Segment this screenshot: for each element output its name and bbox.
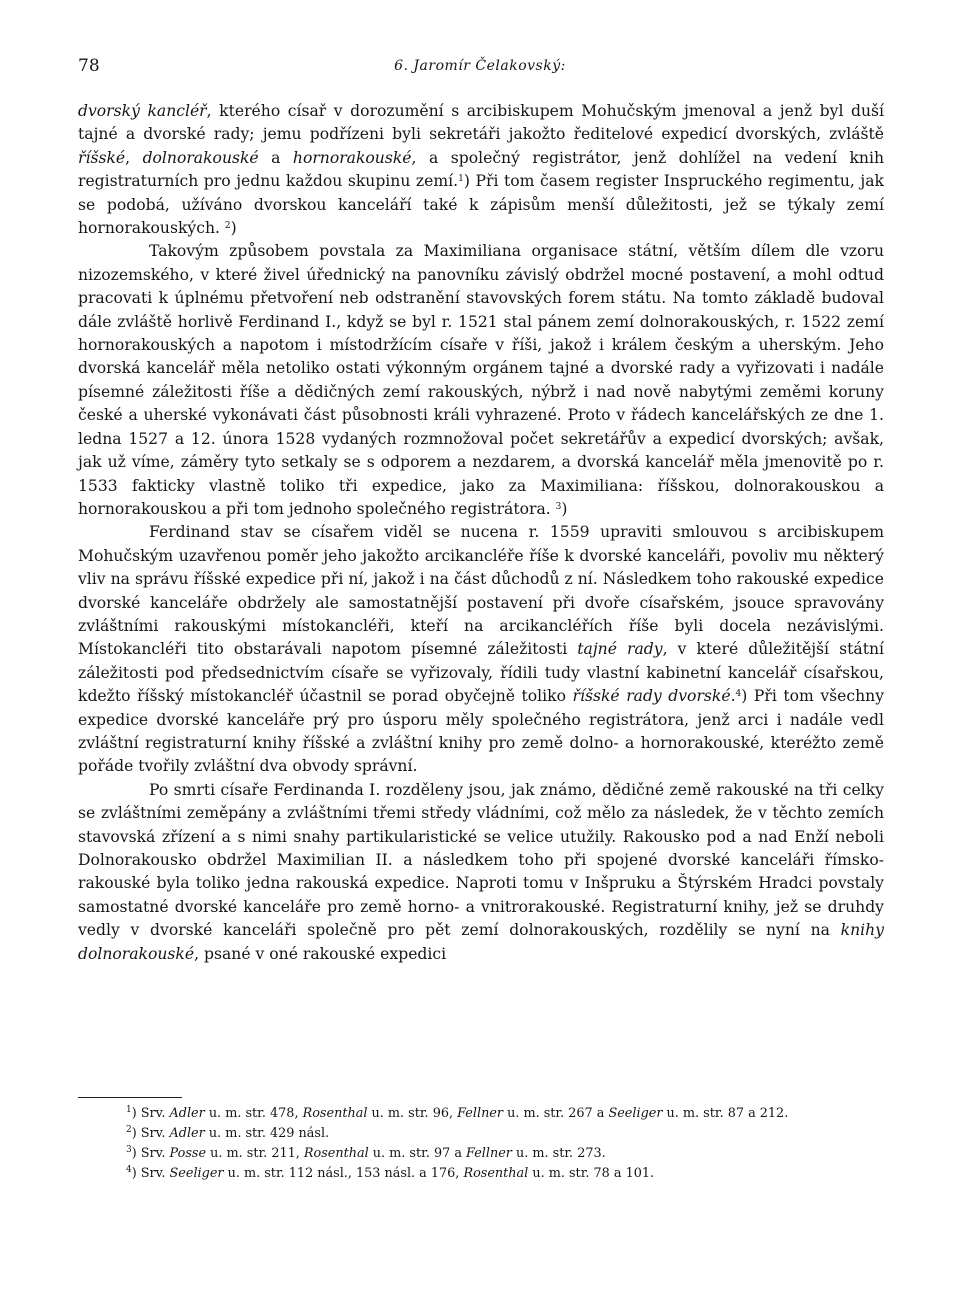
running-title: 6. Jaromír Čelakovský: [394, 58, 566, 74]
page-header [78, 56, 882, 80]
text-run: , psané v oné rakouské expedici [194, 944, 447, 963]
text-run: , kterého císař v dorozumění s arcibiskupem Mohučským jmenoval a jenž byl duší tajné a dvorské rady; jemu podřízeni byli sekretáři jakožto ředitelové expedicí dvorských, zvláště [78, 102, 884, 144]
footnote-marker: 4 [735, 689, 742, 700]
footnote [126, 1124, 886, 1144]
footnote-marker: 2 [126, 1125, 132, 1135]
page-number: 78 [78, 56, 100, 76]
italic-text: Seeliger [608, 1106, 663, 1121]
italic-text: Seeliger [169, 1166, 224, 1181]
text-run: Po smrti císaře Ferdinanda I. rozděleny jsou, jak známo, dědičné země rakouské na tři celky se zvláštními zeměpány a zvláštními třemi středy vládními, což mělo za následek, že v těchto zemích stavovská zřízení a s nimi snahy partikularistické se velice utužily. Rakousko pod a nad Enží neboli Dolnorakousko obdržel Maximilian II. a následkem toho při spojené dvorské kanceláři římsko-rakouské byla toliko jedna rakouská expedice. Naproti tomu v Inšpruku a Štýrském Hradci povstaly samostatné dvorské kanceláře pro země horno- a vnitrorakouské. Registraturní knihy, jež se druhdy vedly v dvorské kanceláři společně pro pět zemí dolnorakouských, rozdělily se nyní na [78, 780, 884, 940]
italic-text: tajné rady [577, 640, 663, 659]
text-run: u. m. str. 87 a 212. [662, 1106, 789, 1121]
footnote-marker: 4 [126, 1165, 132, 1175]
text-run: u. m. str. 273. [511, 1146, 606, 1161]
text-run: Takovým způsobem povstala za Maximiliana organisace státní, větším dílem dle vzoru nizozemského, v které živel úřednický na panovníku závislý obdržel mocné postavení, a mohl odtud pracovati k úplnému přetvoření neb odstranění stavovských forem státu. Na tomto základě budoval dále zvláště horlivě Ferdinand I., když se byl r. 1521 stal pánem zemí dolnorakouských, r. 1522 zemí hornorakouských a napotom i místodržícím císaře v říši, jakož i králem českým a uherským. Jeho dvorská kancelář měla netoliko ostati výkonným orgánem tajné a dvorské rady a vyřizovati i nadále písemné záležitosti říše a dědičných zemí rakouských, nýbrž i nad nově nabytými zeměmi koruny české a uherské vykonávati část působnosti králi vyhrazené. Proto v řádech kancelářských ze dne 1. ledna 1527 a 12. února 1528 vydaných rozmnožoval počet sekretářův a expedicí dvorských; avšak, jak už víme, záměry tyto setkaly se s odporem a nezdarem, a dvorská kancelář měla jmenovitě po r. 1533 fakticky vlastně toliko tři expedice, jako za Maximiliana: říšskou, dolnorakouskou a hornorakouskou a při tom jednoho společného registrátora. [78, 242, 884, 518]
text-run: , a společný registrátor, jenž dohlížel na vedení knih registraturních pro jednu každou skupinu zemí. [78, 148, 885, 191]
paragraph [78, 100, 884, 240]
footnote-marker: 1 [126, 1105, 132, 1115]
footnote [126, 1144, 886, 1164]
text-run: u. m. str. 478, [204, 1106, 303, 1121]
footnote-separator [78, 1097, 182, 1098]
text-run: ) [230, 219, 237, 238]
italic-text: říšské rady dvorské. [572, 687, 736, 706]
text-run: ) Srv. [131, 1126, 170, 1141]
footnote-marker: 2 [224, 221, 231, 232]
italic-text: knihy dolnorakouské [78, 921, 884, 963]
italic-text: Rosenthal [303, 1146, 369, 1161]
italic-text: Rosenthal [463, 1166, 529, 1181]
italic-text: Adler [169, 1126, 205, 1141]
text-run: ) Srv. [131, 1146, 170, 1161]
text-run: u. m. str. 112 násl., 153 násl. a 176, [223, 1166, 464, 1181]
text-run: ) Při tom všechny expedice dvorské kanceláře prý pro úsporu měly společného registrátora, jenž arci i nadále vedl zvláštní registraturní knihy říšské a zvláštní knihy pro země dolno- a hornorakouské, kteréžto země pořáde tvořily zvláštní dva obvody správní. [78, 687, 885, 776]
paragraph [78, 240, 884, 521]
text-run: ) Při tom časem register Inspruckého regimentu, jak se podobá, užíváno dvorskou kanceláří také k zápisům menší důležitosti, jež se týkaly zemí hornorakouských. [78, 172, 884, 238]
body-text [78, 100, 884, 966]
text-run: u. m. str. 78 a 101. [528, 1166, 655, 1181]
footnote-marker: 3 [555, 501, 562, 512]
text-run: u. m. str. 211, [206, 1146, 304, 1161]
paragraph [78, 779, 884, 966]
italic-text: Fellner [466, 1146, 512, 1161]
text-run: u. m. str. 267 a [503, 1106, 609, 1121]
italic-text: říšské [78, 148, 126, 167]
italic-text: dvorský kancléř [78, 102, 207, 120]
italic-text: Adler [169, 1106, 205, 1121]
text-run: , v které důležitější státní záležitosti pod předsednictvím císaře se vyřizovaly, řídili tudy vlastní kabinetní kancelář císařskou, kdežto říšský místokancléř účastnil se porad obyčejně toliko [78, 640, 884, 706]
text-run: ) Srv. [131, 1166, 170, 1181]
text-run: u. m. str. 97 a [368, 1146, 467, 1161]
italic-text: Posse [169, 1146, 207, 1161]
paragraph [78, 521, 884, 778]
footnotes [126, 1104, 886, 1184]
text-run: Ferdinand stav se císařem viděl se nucena r. 1559 upraviti smlouvou s arcibiskupem Mohučským uzavřenou poměr jeho jakožto arcikancléře říše k dvorské kanceláři, povoliv mu některý vliv na správu říšské expedice při ní, jakož i na část důchodů z ní. Následkem toho rakouské expedice dvorské kanceláře obdržely ale samostatnější postavení při dvoře císařském, jsouce spravovány zvláštními rakouskými místokancléři, kteří na arcikancléřích říše byli docela nezávislými. Místokancléři tito obstarávali napotom písemné záležitosti [78, 523, 884, 659]
text-run: u. m. str. 96, [367, 1106, 458, 1121]
footnote-marker: 3 [126, 1145, 132, 1155]
text-run: , [125, 148, 143, 167]
italic-text: Fellner [457, 1106, 503, 1121]
text-run: ) Srv. [131, 1106, 170, 1121]
text-run: ) [561, 499, 568, 518]
footnote [126, 1104, 886, 1124]
text-run: a [258, 148, 293, 167]
italic-text: hornorakouské [292, 148, 412, 167]
footnote-marker: 1 [458, 174, 464, 185]
text-run: u. m. str. 429 násl. [204, 1126, 330, 1141]
footnote [126, 1164, 886, 1184]
italic-text: Rosenthal [302, 1106, 368, 1121]
italic-text: dolnorakouské [142, 148, 259, 167]
